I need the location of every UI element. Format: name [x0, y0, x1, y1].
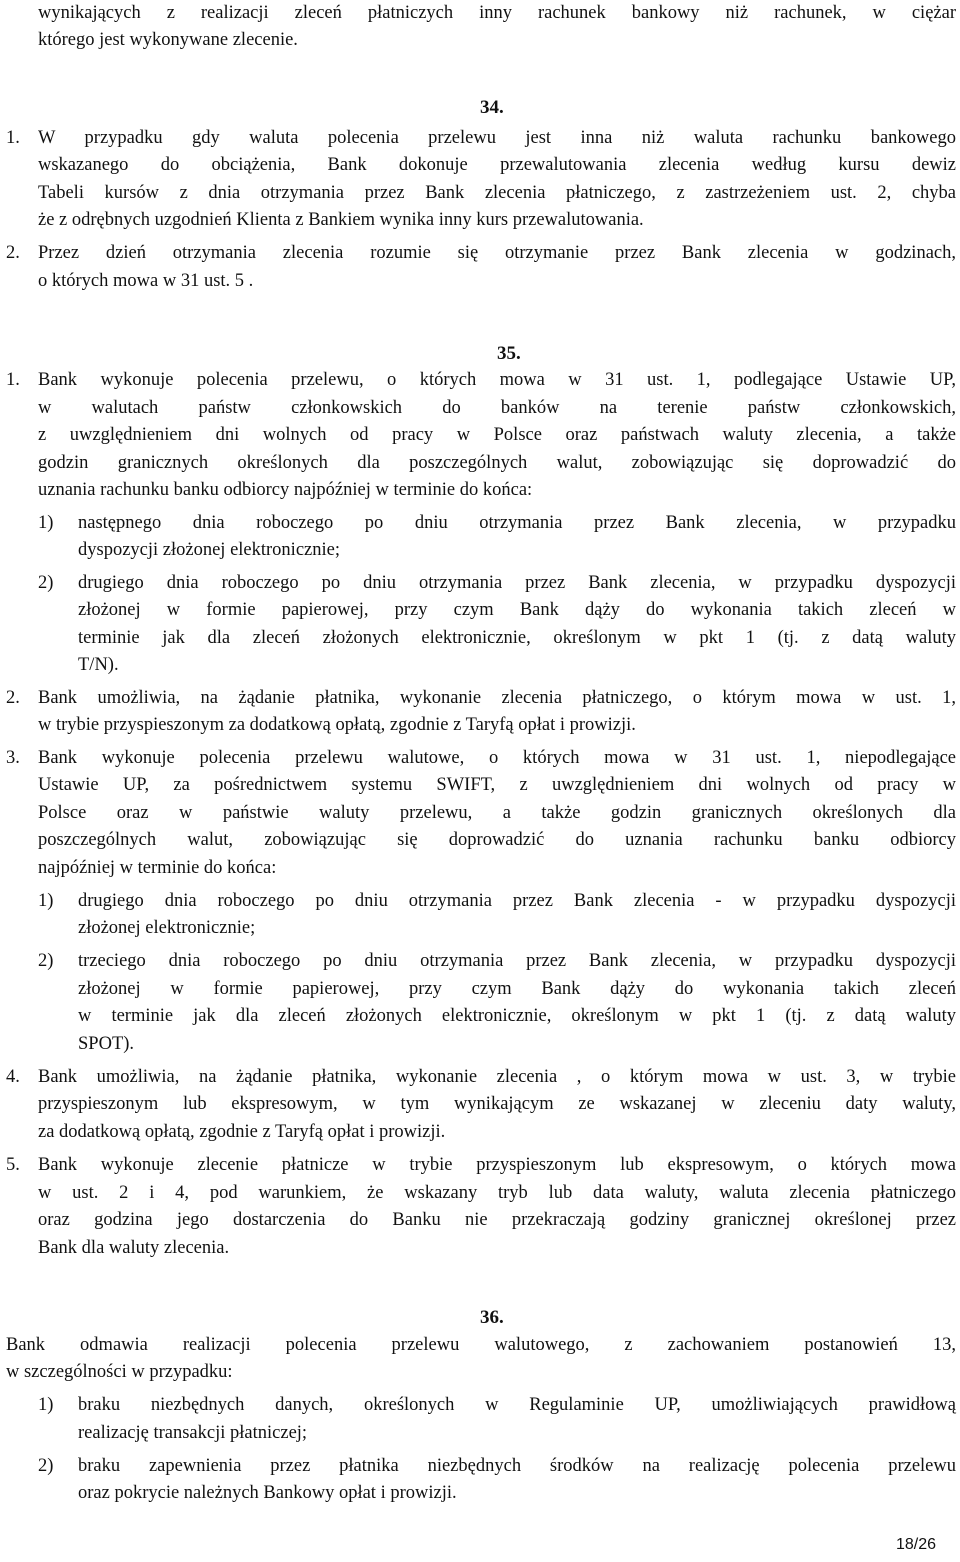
list-marker: 2): [38, 1456, 54, 1476]
section-heading: 35.: [497, 343, 521, 364]
text-line: o których mowa w 31 ust. 5 .: [38, 271, 254, 291]
text-line: w trybie przyspieszonym za dodatkową opłatą, zgodnie z Taryfą opłat i prowizji.: [38, 715, 636, 735]
list-marker: 2): [38, 951, 54, 971]
section-heading: 34.: [480, 97, 504, 118]
text-line: realizację transakcji płatniczej;: [78, 1423, 308, 1443]
text-line: drugiego dnia roboczego po dniu otrzymania przez Bank zlecenia - w przypadku dyspozycji: [78, 891, 956, 911]
text-line: Bank odmawia realizacji polecenia przelewu walutowego, z zachowaniem postanowień 13,: [6, 1335, 956, 1355]
item-number: 4.: [6, 1067, 20, 1087]
text-line: w walutach państw członkowskich do banków na terenie państw członkowskich,: [38, 398, 956, 418]
text-line: W przypadku gdy waluta polecenia przelewu jest inna niż waluta rachunku bankowego: [38, 128, 956, 148]
text-line: Przez dzień otrzymania zlecenia rozumie się otrzymanie przez Bank zlecenia w godzinach,: [38, 243, 956, 263]
text-line: złożonej w formie papierowej, przy czym Bank dąży do wykonania takich zleceń: [78, 979, 956, 999]
text-line: Bank dla waluty zlecenia.: [38, 1238, 230, 1258]
item-number: 2.: [6, 243, 20, 263]
text-line: oraz godzina jego dostarczenia do Banku nie przekraczają godziny granicznej określonej przez: [38, 1210, 956, 1230]
text-line: którego jest wykonywane zlecenie.: [38, 30, 298, 50]
page-number: 18/26: [896, 1536, 937, 1553]
list-marker: 1): [38, 891, 54, 911]
item-number: 5.: [6, 1155, 20, 1175]
item-number: 1.: [6, 370, 20, 390]
text-line: Bank wykonuje zlecenie płatnicze w trybie przyspieszonym lub ekspresowym, o których mowa: [38, 1155, 956, 1175]
text-line: wskazanego do obciążenia, Bank dokonuje przewalutowania zlecenia według kursu dewiz: [38, 155, 956, 175]
item-number: 3.: [6, 748, 20, 768]
text-line: Bank wykonuje polecenia przelewu, o których mowa w 31 ust. 1, podlegające Ustawie UP,: [38, 370, 956, 390]
text-line: T/N).: [78, 655, 119, 675]
text-line: poszczególnych walut, zobowiązując się doprowadzić do uznania rachunku banku odbiorcy: [38, 830, 956, 850]
text-line: dyspozycji złożonej elektronicznie;: [78, 540, 340, 560]
text-line: że z odrębnych uzgodnień Klienta z Bankiem wynika inny kurs przewalutowania.: [38, 210, 644, 230]
text-line: Tabeli kursów z dnia otrzymania przez Bank zlecenia płatniczego, z zastrzeżeniem ust. 2, chyba: [38, 183, 956, 203]
item-number: 1.: [6, 128, 20, 148]
text-line: przyspieszonym lub ekspresowym, w tym wynikającym ze wskazanej w zleceniu daty waluty,: [38, 1094, 956, 1114]
item-number: 2.: [6, 688, 20, 708]
text-line: oraz pokrycie należnych Bankowy opłat i prowizji.: [78, 1483, 457, 1503]
text-line: SPOT).: [78, 1034, 135, 1054]
text-line: braku zapewnienia przez płatnika niezbędnych środków na realizację polecenia przelewu: [78, 1456, 956, 1476]
text-line: terminie jak dla zleceń złożonych elektronicznie, określonym w pkt 1 (tj. z datą waluty: [78, 628, 956, 648]
text-line: Bank umożliwia, na żądanie płatnika, wykonanie zlecenia płatniczego, o którym mowa w ust. 1,: [38, 688, 956, 708]
text-line: w terminie jak dla zleceń złożonych elektronicznie, określonym w pkt 1 (tj. z datą waluty: [78, 1006, 956, 1026]
text-line: złożonej w formie papierowej, przy czym Bank dąży do wykonania takich zleceń w: [78, 600, 956, 620]
text-line: najpóźniej w terminie do końca:: [38, 858, 277, 878]
text-line: braku niezbędnych danych, określonych w Regulaminie UP, umożliwiających prawidłową: [78, 1395, 956, 1415]
text-line: złożonej elektronicznie;: [78, 918, 256, 938]
text-line: drugiego dnia roboczego po dniu otrzymania przez Bank zlecenia, w przypadku dyspozycji: [78, 573, 956, 593]
text-line: za dodatkową opłatą, zgodnie z Taryfą opłat i prowizji.: [38, 1122, 446, 1142]
text-line: Ustawie UP, za pośrednictwem systemu SWIFT, z uwzględnieniem dni wolnych od pracy w: [38, 775, 956, 795]
text-line: wynikających z realizacji zleceń płatniczych inny rachunek bankowy niż rachunek, w ciężar: [38, 3, 956, 23]
text-line: Bank umożliwia, na żądanie płatnika, wykonanie zlecenia , o którym mowa w ust. 3, w trybie: [38, 1067, 956, 1087]
list-marker: 1): [38, 513, 54, 533]
text-line: Bank wykonuje polecenia przelewu walutowe, o których mowa w 31 ust. 1, niepodlegające: [38, 748, 956, 768]
text-line: w szczególności w przypadku:: [6, 1362, 233, 1382]
text-line: uznania rachunku banku odbiorcy najpóźniej w terminie do końca:: [38, 480, 533, 500]
section-heading: 36.: [480, 1307, 504, 1328]
text-line: następnego dnia roboczego po dniu otrzymania przez Bank zlecenia, w przypadku: [78, 513, 956, 533]
text-line: w ust. 2 i 4, pod warunkiem, że wskazany tryb lub data waluty, waluta zlecenia płatniczego: [38, 1183, 956, 1203]
text-line: z uwzględnieniem dni wolnych od pracy w Polsce oraz państwach waluty zlecenia, a także: [38, 425, 956, 445]
text-line: godzin granicznych określonych dla poszczególnych walut, zobowiązując się doprowadzić do: [38, 453, 956, 473]
list-marker: 1): [38, 1395, 54, 1415]
list-marker: 2): [38, 573, 54, 593]
text-line: Polsce oraz w państwie waluty przelewu, a także godzin granicznych określonych dla: [38, 803, 956, 823]
text-line: trzeciego dnia roboczego po dniu otrzymania przez Bank zlecenia, w przypadku dyspozycji: [78, 951, 956, 971]
